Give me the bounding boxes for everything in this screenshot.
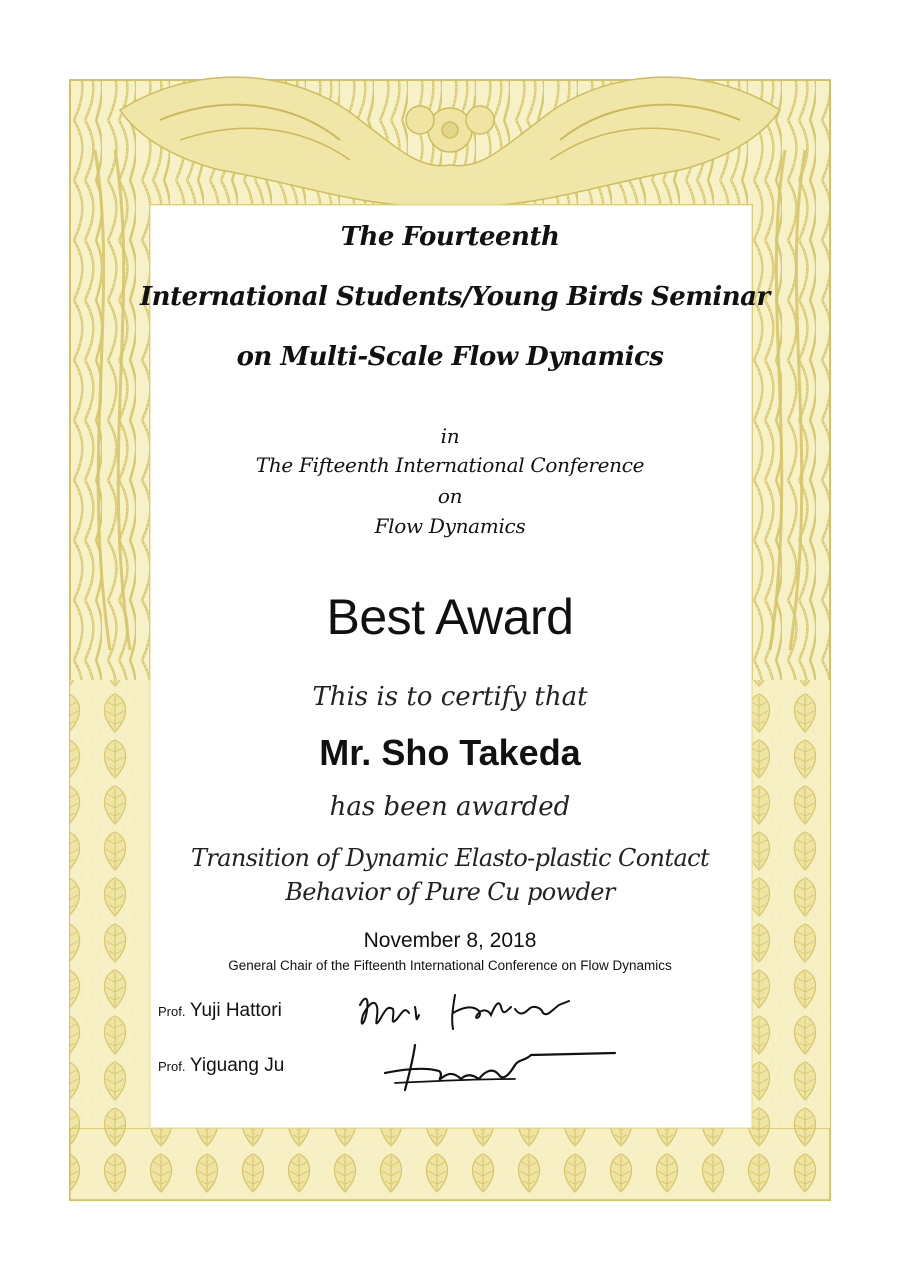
awarded-text: has been awarded bbox=[329, 792, 571, 822]
signature-2 bbox=[375, 1035, 625, 1095]
award-date: November 8, 2018 bbox=[363, 929, 537, 952]
seminar-ordinal: The Fourteenth bbox=[340, 222, 560, 252]
work-title-line2: Behavior of Pure Cu powder bbox=[285, 878, 615, 906]
signer-1-prefix: Prof. bbox=[158, 1004, 186, 1019]
seminar-name: International Students/Young Birds Seminar bbox=[140, 282, 770, 312]
signer-2-prefix: Prof. bbox=[158, 1059, 186, 1074]
chair-title: General Chair of the Fifteenth International Conference on Flow Dynamics bbox=[228, 958, 672, 973]
work-title-line1: Transition of Dynamic Elasto-plastic Contact bbox=[190, 844, 710, 872]
conference-topic: Flow Dynamics bbox=[374, 514, 526, 538]
conference-in: in bbox=[440, 424, 460, 448]
certify-text: This is to certify that bbox=[312, 682, 588, 712]
recipient-name: Mr. Sho Takeda bbox=[319, 732, 581, 773]
signature-1 bbox=[355, 985, 575, 1035]
seminar-topic: on Multi-Scale Flow Dynamics bbox=[236, 342, 664, 372]
signer-1 bbox=[158, 1000, 282, 1022]
signer-1-name: Yuji Hattori bbox=[189, 1000, 282, 1021]
signer-2-name: Yiguang Ju bbox=[189, 1055, 285, 1076]
award-title: Best Award bbox=[326, 589, 574, 645]
conference-on: on bbox=[437, 484, 463, 508]
signer-2 bbox=[158, 1055, 284, 1077]
conference-name: The Fifteenth International Conference bbox=[255, 453, 645, 477]
